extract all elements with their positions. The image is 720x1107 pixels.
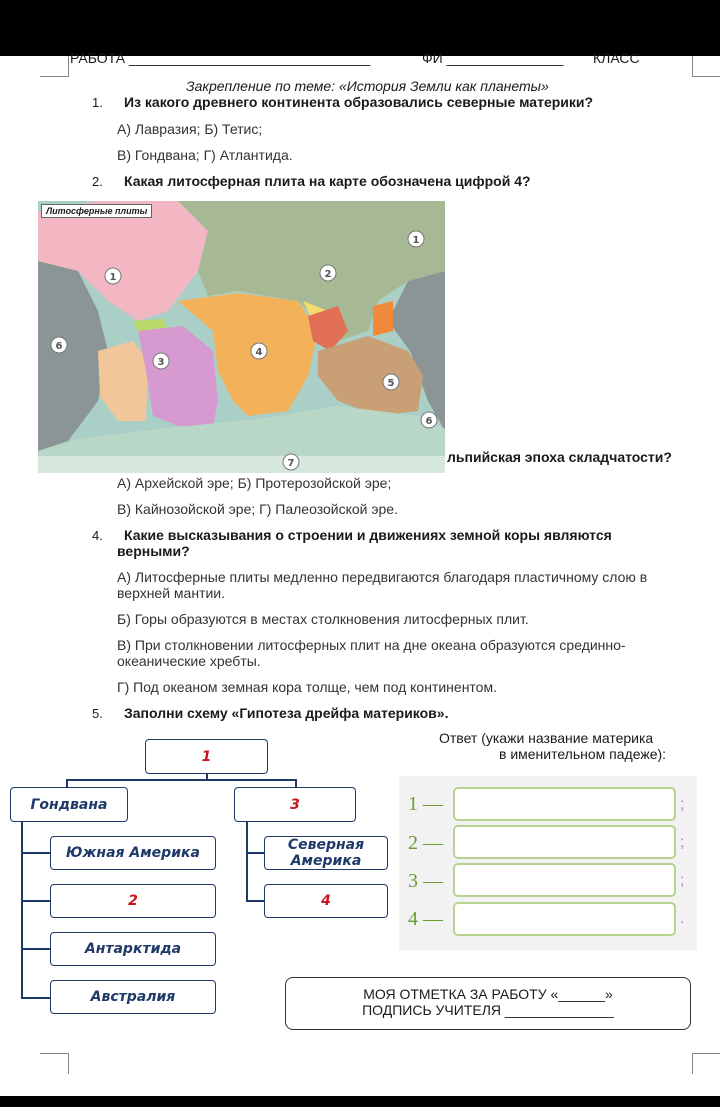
grade-line: МОЯ ОТМЕТКА ЗА РАБОТУ «______» [363,986,613,1002]
map-label: 4 [255,347,263,358]
header-class: КЛАСС [593,50,640,66]
answer-hint-2: в именительном падеже): [499,746,667,762]
q4-text: Какие высказывания о строении и движениях земной коры являются верными? [117,527,612,559]
answer-input-4[interactable] [453,902,676,936]
bottom-black-bar [0,1096,720,1107]
q3-options-2: В) Кайнозойской эре; Г) Палеозойской эре. [117,501,398,517]
map-label: 6 [55,341,63,352]
q5-number: 5. [92,706,103,721]
answer-label: 4 — [408,908,443,930]
q3-options-1: А) Архейской эре; Б) Протерозойской эре; [117,475,392,491]
scheme-root-box: 1 [145,739,268,774]
scheme-connector [246,821,248,901]
scheme-laurasia-box: 3 [234,787,356,822]
scheme-connector [246,852,265,854]
answer-separator: ; [680,872,685,889]
q1-number: 1. [92,95,103,110]
scheme-connector [21,948,51,950]
map-label: 3 [157,357,165,368]
scheme-connector [295,779,297,787]
answer-label: 2 — [408,832,443,854]
map-label: 1 [109,272,117,283]
grade-box [285,977,691,1030]
corner-mark [692,1053,720,1074]
scheme-connector [66,779,68,787]
q1-text: Из какого древнего континента образовались северные материки? [124,94,594,110]
signature-line: ПОДПИСЬ УЧИТЕЛЯ ______________ [362,1002,614,1018]
answer-input-2[interactable] [453,825,676,859]
corner-mark [40,56,69,77]
scheme-child-box: 2 [50,884,216,918]
q2-text: Какая литосферная плита на карте обозначена цифрой 4? [124,173,531,189]
q5-text: Заполни схему «Гипотеза дрейфа материков». [124,705,449,721]
q4-number: 4. [92,528,103,543]
map-label: 6 [425,416,433,427]
answer-input-3[interactable] [453,863,676,897]
page-subtitle: Закрепление по теме: «История Земли как планеты» [186,78,549,94]
corner-mark [40,1053,69,1074]
answer-input-1[interactable] [453,787,676,821]
scheme-connector [21,900,51,902]
map-label: 1 [412,235,420,246]
answer-separator: . [680,910,685,927]
q4-option-a: А) Литосферные плиты медленно передвигаются благодаря пластичному слою в верхней мантии. [117,569,648,601]
scheme-gondwana-box: Гондвана [10,787,128,822]
answer-label: 3 — [408,870,443,892]
q1-options-2: В) Гондвана; Г) Атлантида. [117,147,293,163]
q3-text-partial: льпийская эпоха складчатости? [447,449,672,465]
scheme-connector [21,821,23,998]
answer-separator: ; [680,834,685,851]
scheme-child-box: Южная Америка [50,836,216,870]
answer-separator: ; [680,796,685,813]
scheme-child-box: Антарктида [50,932,216,966]
map-title: Литосферные плиты [41,204,152,218]
q2-number: 2. [92,174,103,189]
top-black-bar [0,0,720,56]
q1-options-1: А) Лавразия; Б) Тетис; [117,121,263,137]
q4-option-b: Б) Горы образуются в местах столкновения литосферных плит. [117,611,529,627]
scheme-connector [21,997,51,999]
header-work: РАБОТА _______________________________ [70,50,371,66]
map-label: 2 [324,269,332,280]
answer-hint-1: Ответ (укажи название материка [439,730,654,746]
header-name: ФИ _______________ [422,50,564,66]
scheme-connector [21,852,51,854]
plates-map-image [38,201,445,473]
scheme-child-box: 4 [264,884,388,918]
scheme-child-box: Северная Америка [264,836,388,870]
q4-option-d: Г) Под океаном земная кора толще, чем под континентом. [117,679,497,695]
corner-mark [692,56,720,77]
plates-map [38,201,445,473]
map-label: 5 [387,378,395,389]
scheme-connector [66,779,296,781]
q4-option-c: В) При столкновении литосферных плит на дне океана образуются срединно-океанические хребты. [117,637,626,669]
map-label: 7 [287,458,295,469]
scheme-child-box: Австралия [50,980,216,1014]
answer-label: 1 — [408,793,443,815]
scheme-connector [246,900,265,902]
